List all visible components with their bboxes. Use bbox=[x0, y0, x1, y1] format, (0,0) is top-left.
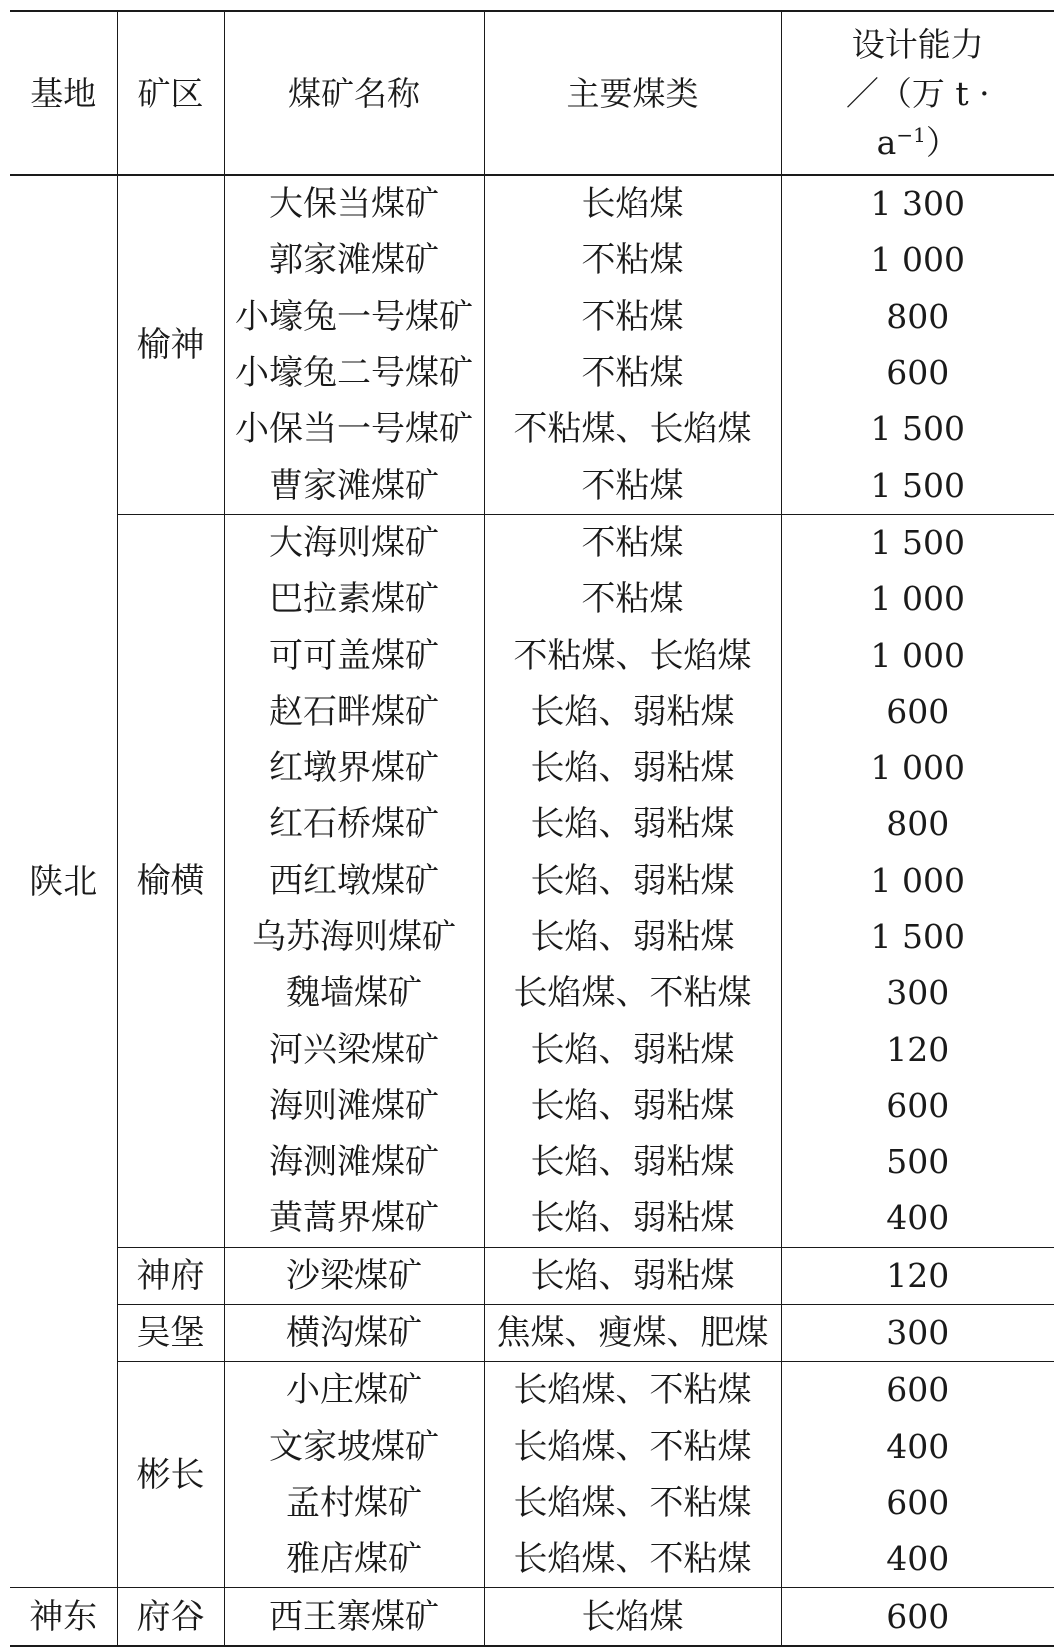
capacity-cell: 1 000 bbox=[781, 627, 1054, 683]
coal-type-cell: 不粘煤 bbox=[484, 457, 781, 514]
capacity-cell: 600 bbox=[781, 1362, 1054, 1419]
coal-type-cell: 不粘煤 bbox=[484, 232, 781, 288]
mine-name-cell: 孟村煤矿 bbox=[224, 1475, 484, 1531]
coal-type-cell: 长焰煤、不粘煤 bbox=[484, 1531, 781, 1588]
coal-type-cell: 长焰、弱粘煤 bbox=[484, 796, 781, 852]
coal-type-cell: 不粘煤 bbox=[484, 345, 781, 401]
mine-name-cell: 大保当煤矿 bbox=[224, 175, 484, 232]
capacity-cell: 800 bbox=[781, 796, 1054, 852]
coal-type-cell: 不粘煤、长焰煤 bbox=[484, 401, 781, 457]
mine-name-cell: 小庄煤矿 bbox=[224, 1362, 484, 1419]
capacity-cell: 600 bbox=[781, 1078, 1054, 1134]
mine-name-cell: 西红墩煤矿 bbox=[224, 853, 484, 909]
area-cell: 吴堡 bbox=[117, 1304, 224, 1361]
capacity-cell: 1 500 bbox=[781, 457, 1054, 514]
coal-type-cell: 长焰煤、不粘煤 bbox=[484, 965, 781, 1021]
table-row bbox=[10, 175, 1054, 232]
table-row bbox=[10, 1247, 1054, 1304]
header-capacity-line1: 设计能力 bbox=[851, 24, 984, 64]
capacity-cell: 1 000 bbox=[781, 853, 1054, 909]
mine-name-cell: 文家坡煤矿 bbox=[224, 1419, 484, 1475]
header-coal-type: 主要煤类 bbox=[484, 11, 781, 175]
mine-name-cell: 魏墙煤矿 bbox=[224, 965, 484, 1021]
coal-type-cell: 长焰、弱粘煤 bbox=[484, 853, 781, 909]
capacity-cell: 1 500 bbox=[781, 514, 1054, 571]
mine-name-cell: 红石桥煤矿 bbox=[224, 796, 484, 852]
capacity-cell: 800 bbox=[781, 289, 1054, 345]
table-row bbox=[10, 1304, 1054, 1361]
capacity-cell: 120 bbox=[781, 1021, 1054, 1077]
header-capacity-line3 bbox=[782, 118, 1055, 167]
capacity-cell: 1 500 bbox=[781, 401, 1054, 457]
area-cell: 府谷 bbox=[117, 1588, 224, 1646]
mine-name-cell: 乌苏海则煤矿 bbox=[224, 909, 484, 965]
base-cell: 神东 bbox=[10, 1588, 117, 1646]
mine-name-cell: 西王寨煤矿 bbox=[224, 1588, 484, 1646]
capacity-cell: 120 bbox=[781, 1247, 1054, 1304]
table-row bbox=[10, 1588, 1054, 1646]
coal-type-cell: 不粘煤 bbox=[484, 289, 781, 345]
coal-type-cell: 长焰、弱粘煤 bbox=[484, 1190, 781, 1247]
mine-name-cell: 黄蒿界煤矿 bbox=[224, 1190, 484, 1247]
capacity-cell: 500 bbox=[781, 1134, 1054, 1190]
coal-type-cell: 长焰煤、不粘煤 bbox=[484, 1475, 781, 1531]
area-cell: 神府 bbox=[117, 1247, 224, 1304]
header-row bbox=[10, 11, 1054, 175]
capacity-cell: 1 300 bbox=[781, 175, 1054, 232]
table-row bbox=[10, 514, 1054, 571]
header-mine-name: 煤矿名称 bbox=[224, 11, 484, 175]
mine-name-cell: 小保当一号煤矿 bbox=[224, 401, 484, 457]
header-capacity-unit-paren: ） bbox=[925, 122, 959, 162]
mine-name-cell: 郭家滩煤矿 bbox=[224, 232, 484, 288]
capacity-cell: 600 bbox=[781, 1588, 1054, 1646]
header-base: 基地 bbox=[10, 11, 117, 175]
coal-type-cell: 长焰、弱粘煤 bbox=[484, 684, 781, 740]
coal-type-cell: 长焰、弱粘煤 bbox=[484, 1134, 781, 1190]
coal-type-cell: 长焰、弱粘煤 bbox=[484, 909, 781, 965]
mine-name-cell: 大海则煤矿 bbox=[224, 514, 484, 571]
coal-type-cell: 长焰、弱粘煤 bbox=[484, 1078, 781, 1134]
table-body bbox=[10, 175, 1054, 1646]
capacity-cell: 400 bbox=[781, 1190, 1054, 1247]
coal-type-cell: 不粘煤、长焰煤 bbox=[484, 627, 781, 683]
capacity-cell: 1 500 bbox=[781, 909, 1054, 965]
header-capacity-unit-a: a bbox=[876, 122, 897, 162]
mine-name-cell: 海测滩煤矿 bbox=[224, 1134, 484, 1190]
coal-type-cell: 不粘煤 bbox=[484, 514, 781, 571]
capacity-cell: 600 bbox=[781, 684, 1054, 740]
header-capacity bbox=[781, 11, 1054, 175]
coal-type-cell: 长焰、弱粘煤 bbox=[484, 740, 781, 796]
capacity-cell: 400 bbox=[781, 1419, 1054, 1475]
area-cell: 彬长 bbox=[117, 1362, 224, 1588]
mine-name-cell: 雅店煤矿 bbox=[224, 1531, 484, 1588]
coal-type-cell: 长焰煤 bbox=[484, 1588, 781, 1646]
table-row bbox=[10, 1362, 1054, 1419]
capacity-cell: 1 000 bbox=[781, 232, 1054, 288]
mine-name-cell: 沙梁煤矿 bbox=[224, 1247, 484, 1304]
mine-name-cell: 小壕兔一号煤矿 bbox=[224, 289, 484, 345]
area-cell: 榆横 bbox=[117, 514, 224, 1247]
mine-name-cell: 红墩界煤矿 bbox=[224, 740, 484, 796]
capacity-cell: 1 000 bbox=[781, 571, 1054, 627]
mine-name-cell: 巴拉素煤矿 bbox=[224, 571, 484, 627]
coal-type-cell: 长焰、弱粘煤 bbox=[484, 1021, 781, 1077]
capacity-cell: 300 bbox=[781, 965, 1054, 1021]
header-capacity-line2: ／（万 t · bbox=[845, 73, 990, 113]
coal-type-cell: 长焰煤、不粘煤 bbox=[484, 1362, 781, 1419]
mine-name-cell: 赵石畔煤矿 bbox=[224, 684, 484, 740]
table-header bbox=[10, 11, 1054, 175]
capacity-cell: 300 bbox=[781, 1304, 1054, 1361]
coal-type-cell: 焦煤、瘦煤、肥煤 bbox=[484, 1304, 781, 1361]
header-area: 矿区 bbox=[117, 11, 224, 175]
coal-type-cell: 长焰煤、不粘煤 bbox=[484, 1419, 781, 1475]
mine-name-cell: 可可盖煤矿 bbox=[224, 627, 484, 683]
mine-name-cell: 河兴梁煤矿 bbox=[224, 1021, 484, 1077]
mine-name-cell: 曹家滩煤矿 bbox=[224, 457, 484, 514]
mine-name-cell: 横沟煤矿 bbox=[224, 1304, 484, 1361]
capacity-cell: 600 bbox=[781, 1475, 1054, 1531]
capacity-cell: 600 bbox=[781, 345, 1054, 401]
capacity-cell: 400 bbox=[781, 1531, 1054, 1588]
capacity-cell: 1 000 bbox=[781, 740, 1054, 796]
coal-type-cell: 不粘煤 bbox=[484, 571, 781, 627]
area-cell: 榆神 bbox=[117, 175, 224, 514]
mine-name-cell: 海则滩煤矿 bbox=[224, 1078, 484, 1134]
coal-type-cell: 长焰煤 bbox=[484, 175, 781, 232]
base-cell: 陕北 bbox=[29, 861, 98, 902]
mine-name-cell: 小壕兔二号煤矿 bbox=[224, 345, 484, 401]
coal-mine-table bbox=[10, 10, 1054, 1647]
coal-type-cell: 长焰、弱粘煤 bbox=[484, 1247, 781, 1304]
header-capacity-unit-sup: −1 bbox=[896, 122, 926, 147]
